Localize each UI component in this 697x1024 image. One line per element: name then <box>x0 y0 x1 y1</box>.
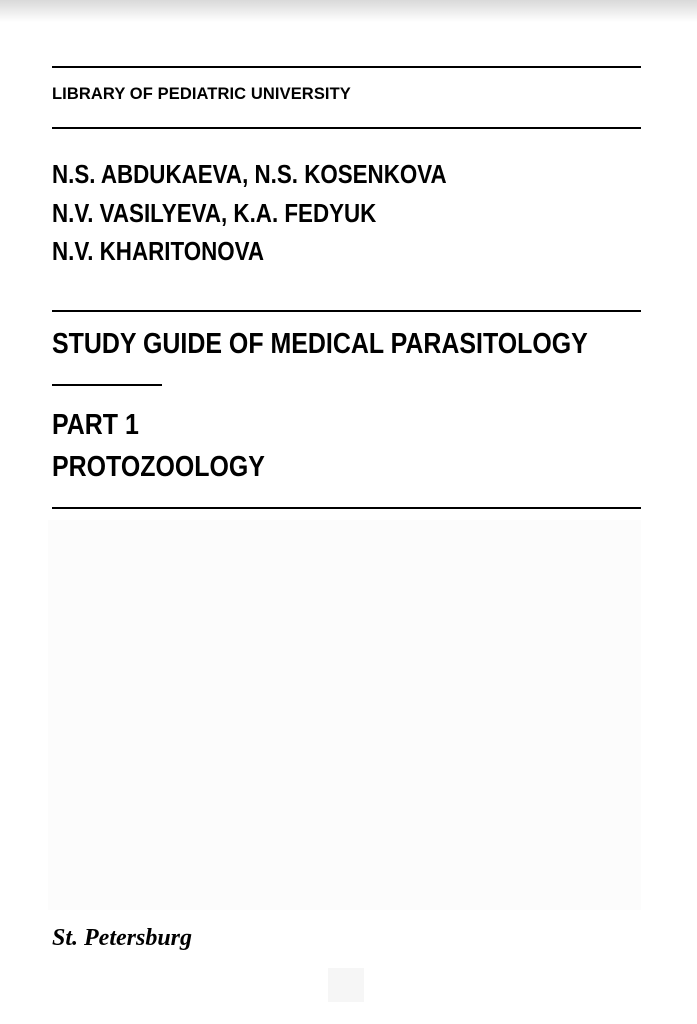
subtitle-rule <box>52 507 641 509</box>
page-mark <box>328 968 364 1002</box>
part-block <box>52 404 265 488</box>
author-line: N.V. VASILYEVA, K.A. FEDYUK <box>52 197 377 228</box>
book-subtitle: PROTOZOOLOGY <box>52 451 265 483</box>
top-rule <box>52 66 641 68</box>
part-number: PART 1 <box>52 409 139 441</box>
blank-area <box>48 520 641 910</box>
book-title: STUDY GUIDE OF MEDICAL PARASITOLOGY <box>52 328 588 360</box>
author-line: N.V. KHARITONOVA <box>52 236 265 266</box>
top-shadow <box>0 0 697 22</box>
title-short-rule <box>52 384 162 386</box>
authors-list <box>52 155 511 271</box>
author-line: N.S. ABDUKAEVA, N.S. KOSENKOVA <box>52 159 447 189</box>
series-label: LIBRARY OF PEDIATRIC UNIVERSITY <box>52 85 351 103</box>
publication-city: St. Petersburg <box>52 925 193 951</box>
authors-rule <box>52 310 641 312</box>
series-rule <box>52 127 641 129</box>
